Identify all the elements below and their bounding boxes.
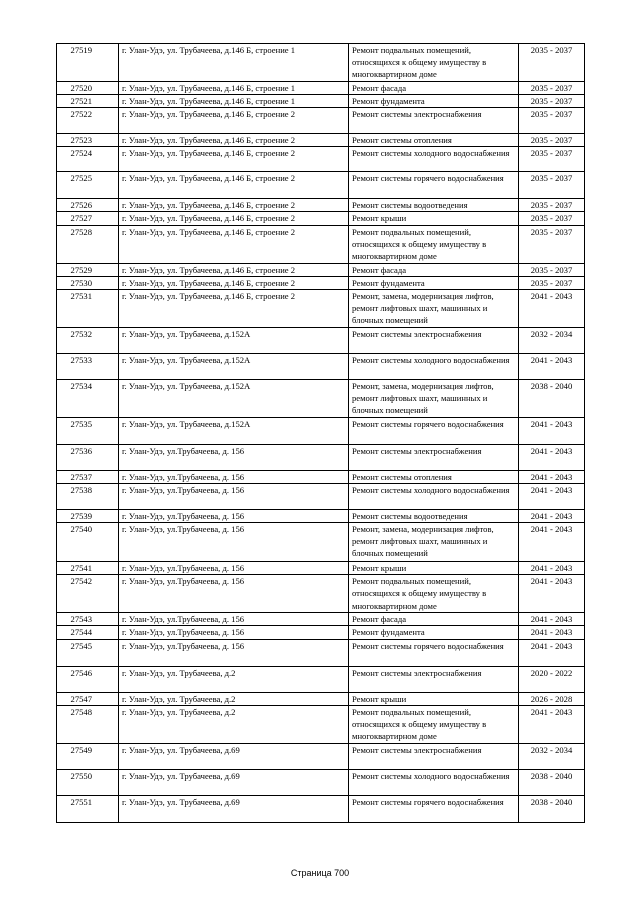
row-number-cell: 27544 (57, 626, 119, 639)
row-number-cell: 27527 (57, 212, 119, 225)
row-number-cell: 27524 (57, 147, 119, 172)
period-cell: 2041 - 2043 (519, 626, 585, 639)
work-type-cell: Ремонт системы электроснабжения (349, 743, 519, 769)
work-type-cell: Ремонт, замена, модернизация лифтов, ремонт лифтовых шахт, машинных и блочных помещений (349, 523, 519, 562)
address-cell: г. Улан-Удэ, ул. Трубачеева, д.2 (119, 666, 349, 692)
period-cell: 2035 - 2037 (519, 81, 585, 94)
table-row (57, 199, 585, 212)
period-cell: 2041 - 2043 (519, 523, 585, 562)
table-row (57, 666, 585, 692)
address-cell: г. Улан-Удэ, ул.Трубачеева, д. 156 (119, 575, 349, 613)
work-type-cell: Ремонт фасада (349, 263, 519, 276)
address-cell: г. Улан-Удэ, ул.Трубачеева, д. 156 (119, 444, 349, 470)
work-type-cell: Ремонт системы холодного водоснабжения (349, 147, 519, 172)
work-type-cell: Ремонт крыши (349, 562, 519, 575)
table-row (57, 94, 585, 107)
period-cell: 2041 - 2043 (519, 639, 585, 666)
row-number-cell: 27526 (57, 199, 119, 212)
work-type-cell: Ремонт системы электроснабжения (349, 444, 519, 470)
address-cell: г. Улан-Удэ, ул.Трубачеева, д. 156 (119, 639, 349, 666)
work-type-cell: Ремонт системы горячего водоснабжения (349, 172, 519, 199)
work-type-cell: Ремонт системы отопления (349, 134, 519, 147)
work-type-cell: Ремонт фундамента (349, 276, 519, 289)
address-cell: г. Улан-Удэ, ул.Трубачеева, д. 156 (119, 509, 349, 522)
table-row (57, 639, 585, 666)
table-row (57, 417, 585, 444)
work-type-cell: Ремонт подвальных помещений, относящихся к общему имуществу в многоквартирном доме (349, 705, 519, 743)
period-cell: 2041 - 2043 (519, 705, 585, 743)
period-cell: 2041 - 2043 (519, 575, 585, 613)
work-type-cell: Ремонт системы электроснабжения (349, 108, 519, 134)
period-cell: 2035 - 2037 (519, 94, 585, 107)
period-cell: 2038 - 2040 (519, 769, 585, 795)
row-number-cell: 27530 (57, 276, 119, 289)
table-row (57, 795, 585, 822)
work-type-cell: Ремонт системы водоотведения (349, 509, 519, 522)
row-number-cell: 27546 (57, 666, 119, 692)
work-type-cell: Ремонт системы водоотведения (349, 199, 519, 212)
table-row (57, 290, 585, 328)
address-cell: г. Улан-Удэ, ул. Трубачеева, д.146 Б, строение 1 (119, 94, 349, 107)
period-cell: 2041 - 2043 (519, 444, 585, 470)
table-row (57, 562, 585, 575)
period-cell: 2035 - 2037 (519, 44, 585, 82)
period-cell: 2041 - 2043 (519, 290, 585, 328)
period-cell: 2038 - 2040 (519, 379, 585, 417)
work-type-cell: Ремонт подвальных помещений, относящихся к общему имуществу в многоквартирном доме (349, 225, 519, 263)
period-cell: 2035 - 2037 (519, 172, 585, 199)
table-row (57, 743, 585, 769)
address-cell: г. Улан-Удэ, ул. Трубачеева, д.146 Б, строение 1 (119, 44, 349, 82)
table-row (57, 212, 585, 225)
row-number-cell: 27525 (57, 172, 119, 199)
table-row (57, 147, 585, 172)
table-row (57, 769, 585, 795)
period-cell: 2035 - 2037 (519, 134, 585, 147)
table-row (57, 470, 585, 483)
work-type-cell: Ремонт фундамента (349, 94, 519, 107)
address-cell: г. Улан-Удэ, ул.Трубачеева, д. 156 (119, 626, 349, 639)
table-row (57, 379, 585, 417)
row-number-cell: 27534 (57, 379, 119, 417)
work-type-cell: Ремонт системы электроснабжения (349, 666, 519, 692)
row-number-cell: 27529 (57, 263, 119, 276)
work-type-cell: Ремонт системы горячего водоснабжения (349, 795, 519, 822)
address-cell: г. Улан-Удэ, ул.Трубачеева, д. 156 (119, 470, 349, 483)
address-cell: г. Улан-Удэ, ул. Трубачеева, д.152А (119, 417, 349, 444)
table-row (57, 134, 585, 147)
row-number-cell: 27543 (57, 613, 119, 626)
period-cell: 2041 - 2043 (519, 353, 585, 379)
address-cell: г. Улан-Удэ, ул.Трубачеева, д. 156 (119, 613, 349, 626)
period-cell: 2035 - 2037 (519, 147, 585, 172)
work-type-cell: Ремонт фасада (349, 81, 519, 94)
table-row (57, 327, 585, 353)
row-number-cell: 27540 (57, 523, 119, 562)
address-cell: г. Улан-Удэ, ул. Трубачеева, д.2 (119, 705, 349, 743)
table-row (57, 108, 585, 134)
row-number-cell: 27522 (57, 108, 119, 134)
period-cell: 2038 - 2040 (519, 795, 585, 822)
row-number-cell: 27547 (57, 692, 119, 705)
table-row (57, 483, 585, 509)
address-cell: г. Улан-Удэ, ул. Трубачеева, д.152А (119, 353, 349, 379)
period-cell: 2020 - 2022 (519, 666, 585, 692)
table-row (57, 263, 585, 276)
address-cell: г. Улан-Удэ, ул. Трубачеева, д.146 Б, строение 2 (119, 199, 349, 212)
address-cell: г. Улан-Удэ, ул. Трубачеева, д.146 Б, строение 2 (119, 147, 349, 172)
row-number-cell: 27551 (57, 795, 119, 822)
period-cell: 2035 - 2037 (519, 263, 585, 276)
row-number-cell: 27531 (57, 290, 119, 328)
table-row (57, 81, 585, 94)
row-number-cell: 27523 (57, 134, 119, 147)
address-cell: г. Улан-Удэ, ул. Трубачеева, д.146 Б, строение 2 (119, 134, 349, 147)
table-row (57, 444, 585, 470)
row-number-cell: 27549 (57, 743, 119, 769)
row-number-cell: 27528 (57, 225, 119, 263)
row-number-cell: 27537 (57, 470, 119, 483)
row-number-cell: 27545 (57, 639, 119, 666)
row-number-cell: 27533 (57, 353, 119, 379)
row-number-cell: 27521 (57, 94, 119, 107)
address-cell: г. Улан-Удэ, ул.Трубачеева, д. 156 (119, 483, 349, 509)
table-row (57, 613, 585, 626)
period-cell: 2026 - 2028 (519, 692, 585, 705)
work-type-cell: Ремонт, замена, модернизация лифтов, ремонт лифтовых шахт, машинных и блочных помещений (349, 290, 519, 328)
address-cell: г. Улан-Удэ, ул.Трубачеева, д. 156 (119, 562, 349, 575)
row-number-cell: 27520 (57, 81, 119, 94)
period-cell: 2035 - 2037 (519, 199, 585, 212)
table-row (57, 509, 585, 522)
address-cell: г. Улан-Удэ, ул. Трубачеева, д.146 Б, строение 2 (119, 263, 349, 276)
period-cell: 2032 - 2034 (519, 743, 585, 769)
work-type-cell: Ремонт подвальных помещений, относящихся к общему имуществу в многоквартирном доме (349, 575, 519, 613)
row-number-cell: 27548 (57, 705, 119, 743)
table-row (57, 523, 585, 562)
row-number-cell: 27541 (57, 562, 119, 575)
table-row (57, 353, 585, 379)
address-cell: г. Улан-Удэ, ул. Трубачеева, д.146 Б, строение 2 (119, 290, 349, 328)
row-number-cell: 27519 (57, 44, 119, 82)
address-cell: г. Улан-Удэ, ул. Трубачеева, д.146 Б, строение 2 (119, 225, 349, 263)
address-cell: г. Улан-Удэ, ул. Трубачеева, д.146 Б, строение 2 (119, 212, 349, 225)
period-cell: 2041 - 2043 (519, 470, 585, 483)
table-row (57, 172, 585, 199)
work-type-cell: Ремонт системы электроснабжения (349, 327, 519, 353)
row-number-cell: 27539 (57, 509, 119, 522)
row-number-cell: 27542 (57, 575, 119, 613)
table-row (57, 626, 585, 639)
row-number-cell: 27535 (57, 417, 119, 444)
address-cell: г. Улан-Удэ, ул. Трубачеева, д.146 Б, строение 1 (119, 81, 349, 94)
address-cell: г. Улан-Удэ, ул. Трубачеева, д.69 (119, 795, 349, 822)
row-number-cell: 27550 (57, 769, 119, 795)
work-type-cell: Ремонт системы холодного водоснабжения (349, 353, 519, 379)
table-row (57, 276, 585, 289)
table-row (57, 692, 585, 705)
capital-repair-table (56, 43, 585, 823)
period-cell: 2041 - 2043 (519, 613, 585, 626)
address-cell: г. Улан-Удэ, ул.Трубачеева, д. 156 (119, 523, 349, 562)
address-cell: г. Улан-Удэ, ул. Трубачеева, д.2 (119, 692, 349, 705)
work-type-cell: Ремонт системы холодного водоснабжения (349, 483, 519, 509)
table-body (57, 44, 585, 823)
period-cell: 2035 - 2037 (519, 225, 585, 263)
row-number-cell: 27532 (57, 327, 119, 353)
work-type-cell: Ремонт системы отопления (349, 470, 519, 483)
address-cell: г. Улан-Удэ, ул. Трубачеева, д.152А (119, 327, 349, 353)
address-cell: г. Улан-Удэ, ул. Трубачеева, д.69 (119, 769, 349, 795)
work-type-cell: Ремонт системы холодного водоснабжения (349, 769, 519, 795)
table-row (57, 575, 585, 613)
period-cell: 2035 - 2037 (519, 276, 585, 289)
address-cell: г. Улан-Удэ, ул. Трубачеева, д.146 Б, строение 2 (119, 276, 349, 289)
work-type-cell: Ремонт системы горячего водоснабжения (349, 639, 519, 666)
page-number: Страница 700 (290, 868, 350, 878)
document-table-container (56, 43, 584, 823)
period-cell: 2041 - 2043 (519, 483, 585, 509)
work-type-cell: Ремонт крыши (349, 212, 519, 225)
table-row (57, 225, 585, 263)
period-cell: 2041 - 2043 (519, 562, 585, 575)
period-cell: 2041 - 2043 (519, 509, 585, 522)
row-number-cell: 27538 (57, 483, 119, 509)
work-type-cell: Ремонт, замена, модернизация лифтов, ремонт лифтовых шахт, машинных и блочных помещений (349, 379, 519, 417)
table-row (57, 705, 585, 743)
address-cell: г. Улан-Удэ, ул. Трубачеева, д.146 Б, строение 2 (119, 172, 349, 199)
address-cell: г. Улан-Удэ, ул. Трубачеева, д.152А (119, 379, 349, 417)
work-type-cell: Ремонт фундамента (349, 626, 519, 639)
period-cell: 2035 - 2037 (519, 108, 585, 134)
period-cell: 2032 - 2034 (519, 327, 585, 353)
address-cell: г. Улан-Удэ, ул. Трубачеева, д.146 Б, строение 2 (119, 108, 349, 134)
work-type-cell: Ремонт крыши (349, 692, 519, 705)
work-type-cell: Ремонт подвальных помещений, относящихся к общему имуществу в многоквартирном доме (349, 44, 519, 82)
address-cell: г. Улан-Удэ, ул. Трубачеева, д.69 (119, 743, 349, 769)
period-cell: 2035 - 2037 (519, 212, 585, 225)
period-cell: 2041 - 2043 (519, 417, 585, 444)
work-type-cell: Ремонт фасада (349, 613, 519, 626)
row-number-cell: 27536 (57, 444, 119, 470)
table-row (57, 44, 585, 82)
work-type-cell: Ремонт системы горячего водоснабжения (349, 417, 519, 444)
